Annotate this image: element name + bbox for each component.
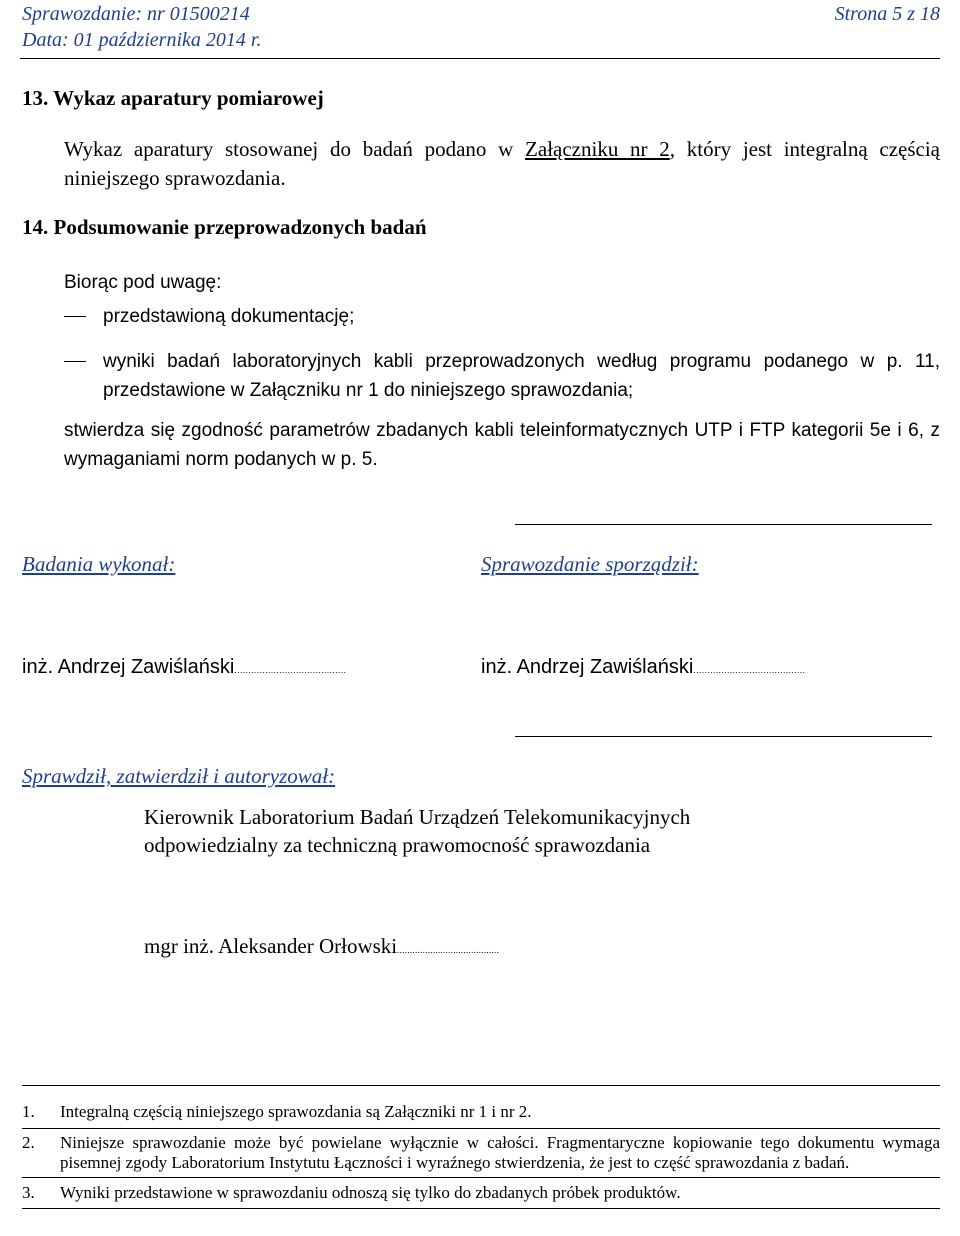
bullet-item: wyniki badań laboratoryjnych kabli przeprowadzonych według programu podanego w p. 11, przedstawione w Załączniku nr 1 do niniejszego sprawozdania; bbox=[103, 351, 940, 401]
footnote bbox=[22, 1129, 940, 1178]
footnote bbox=[22, 1178, 940, 1208]
page-number: Strona 5 z 18 bbox=[834, 3, 940, 25]
signature-dots: ........................................ bbox=[693, 665, 806, 675]
prepared-by-label: Sprawozdanie sporządził: bbox=[481, 552, 699, 576]
footnote-number: 2. bbox=[22, 1133, 35, 1152]
signature-divider-bottom bbox=[515, 736, 932, 737]
footnote bbox=[22, 1086, 940, 1129]
footnote-text: Integralną częścią niniejszego sprawozdania są Załączniki nr 1 i nr 2. bbox=[60, 1102, 532, 1121]
performed-by-label: Badania wykonał: bbox=[22, 552, 176, 576]
approver-name: mgr inż. Aleksander Orłowski bbox=[144, 934, 398, 958]
signature-divider-top bbox=[515, 524, 932, 525]
footnote-text: Niniejsze sprawozdanie może być powielane wyłącznie w całości. Fragmentaryczne kopiowanie tego dokumentu wymaga pisemnej zgody Laboratorium Instytutu Łączności i wyraźnego stwierdzenia, że jest to część sprawozdania z badań. bbox=[60, 1133, 940, 1172]
section-14-intro: Biorąc pod uwagę: bbox=[64, 272, 222, 293]
prepared-by-name: inż. Andrzej Zawiślański bbox=[481, 656, 694, 678]
section-13-text-before: Wykaz aparatury stosowanej do badań podano w bbox=[64, 137, 526, 161]
footnotes bbox=[22, 1085, 940, 1209]
signature-dots: ........................................ bbox=[397, 945, 500, 955]
footnote-number: 1. bbox=[22, 1102, 35, 1121]
signature-dots: ........................................ bbox=[234, 665, 347, 675]
section-14-heading: 14. Podsumowanie przeprowadzonych badań bbox=[22, 215, 427, 239]
bullet-dash bbox=[64, 361, 86, 362]
approver-title-line-1: Kierownik Laboratorium Badań Urządzeń Telekomunikacyjnych bbox=[144, 805, 691, 829]
bullet-item: przedstawioną dokumentację; bbox=[103, 306, 355, 327]
footnote-text: Wyniki przedstawione w sprawozdaniu odnoszą się tylko do zbadanych próbek produktów. bbox=[60, 1183, 681, 1202]
approver-title-line-2: odpowiedzialny za techniczną prawomocność sprawozdania bbox=[144, 833, 651, 857]
report-number: Sprawozdanie: nr 01500214 bbox=[22, 3, 250, 25]
page-header bbox=[22, 2, 940, 26]
approved-by-label: Sprawdził, zatwierdził i autoryzował: bbox=[22, 764, 336, 788]
header-divider bbox=[20, 58, 940, 59]
performed-by-name: inż. Andrzej Zawiślański bbox=[22, 656, 235, 678]
section-14-conclusion: stwierdza się zgodność parametrów zbadanych kabli teleinformatycznych UTP i FTP kategorii 5e i 6, z wymaganiami norm podanych w p. 5. bbox=[64, 420, 940, 470]
section-13-text-after: , który jest integralną częścią niniejszego sprawozdania. bbox=[64, 137, 941, 190]
section-13-paragraph bbox=[64, 135, 940, 193]
report-date: Data: 01 października 2014 r. bbox=[22, 29, 262, 51]
bullet-dash bbox=[64, 316, 86, 317]
approver-signature bbox=[144, 934, 499, 959]
section-13-heading: 13. Wykaz aparatury pomiarowej bbox=[22, 86, 324, 110]
footnote-number: 3. bbox=[22, 1183, 35, 1202]
attachment-2-link[interactable]: Załączniku nr 2 bbox=[525, 137, 670, 161]
prepared-by-signature bbox=[481, 656, 805, 679]
performed-by-signature bbox=[22, 656, 346, 679]
